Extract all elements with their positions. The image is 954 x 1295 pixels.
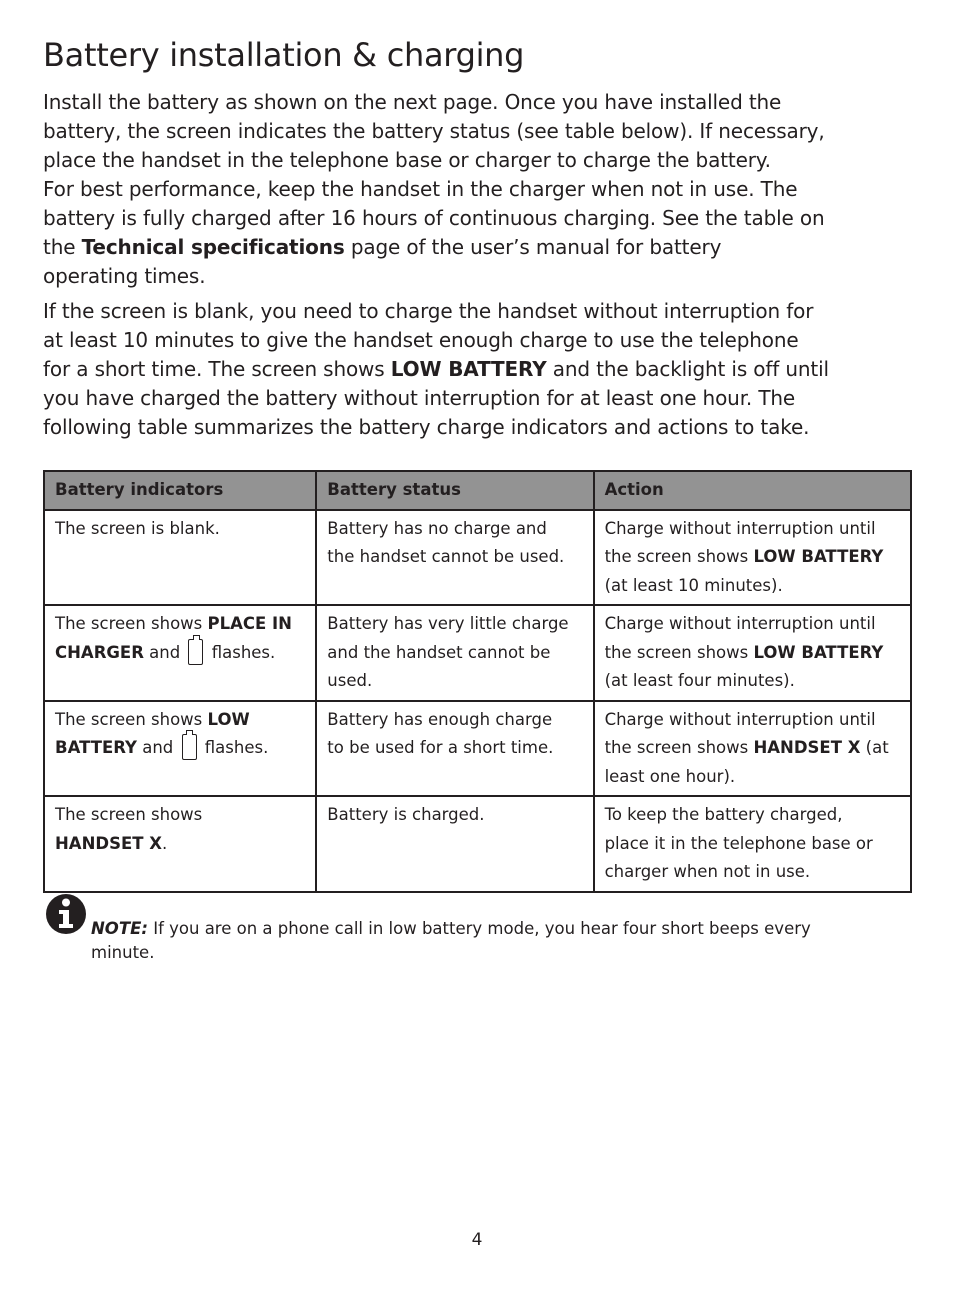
status-cell [316, 701, 593, 797]
cell-line: least one hour). [604, 766, 736, 786]
text-span: flashes. [206, 642, 276, 662]
cell-line: The screen shows [55, 805, 203, 824]
action-cell [594, 605, 911, 701]
cell-line: Battery has enough charge [327, 709, 553, 729]
indicator-cell [44, 701, 316, 797]
text-line [91, 917, 861, 941]
screen-message: CHARGER [55, 642, 144, 662]
note-paragraph [91, 917, 861, 965]
cell-line [55, 706, 305, 735]
text-line: battery is fully charged after 16 hours of continuous charging. See the table on [43, 206, 825, 230]
technical-specifications-reference: Technical specifications [81, 235, 345, 259]
info-icon [45, 893, 87, 935]
cell-line: used. [327, 671, 373, 690]
cell-line [55, 639, 305, 668]
indicator-cell [44, 796, 316, 892]
text-span: the [43, 235, 82, 259]
status-cell [316, 510, 593, 606]
blank-screen-paragraph [43, 297, 913, 442]
cell-line [55, 830, 305, 859]
text-span: . [161, 833, 168, 853]
status-cell [316, 605, 593, 701]
column-header-action: Action [594, 471, 911, 510]
screen-message: HANDSET X [55, 833, 162, 853]
page-number: 4 [471, 1230, 483, 1250]
cell-line [605, 543, 900, 572]
text-line: minute. [91, 943, 155, 962]
table-row [44, 510, 911, 606]
screen-message: BATTERY [55, 738, 137, 757]
cell-line: place it in the telephone base or [604, 833, 873, 853]
text-span: The screen shows [55, 614, 208, 633]
cell-line [605, 639, 900, 668]
low-battery-term: LOW BATTERY [390, 357, 547, 381]
text-line: battery, the screen indicates the battery status (see table below). If necessary, [43, 119, 825, 143]
action-cell [594, 796, 911, 892]
text-line: If the screen is blank, you need to charge the handset without interruption for [43, 299, 814, 323]
cell-line: To keep the battery charged, [604, 805, 843, 824]
cell-line: The screen is blank. [55, 518, 220, 538]
cell-line: and the handset cannot be [327, 642, 551, 662]
text-span: (at [860, 738, 889, 757]
screen-message: LOW BATTERY [753, 642, 884, 662]
screen-message: PLACE IN [207, 614, 292, 633]
text-span: and the backlight is off until [546, 357, 829, 381]
text-line: For best performance, keep the handset in the charger when not in use. The [43, 177, 798, 201]
column-header-status: Battery status [316, 471, 593, 510]
cell-line: Charge without interruption until [604, 518, 876, 538]
text-span: If you are on a phone call in low battery mode, you hear four short beeps every [147, 919, 811, 938]
cell-line: Charge without interruption until [604, 614, 876, 633]
cell-line: Battery has no charge and [327, 518, 547, 538]
table-row [44, 701, 911, 797]
cell-line [55, 734, 305, 763]
screen-message: HANDSET X [753, 738, 861, 757]
text-line: you have charged the battery without interruption for at least one hour. The [43, 386, 796, 410]
intro-paragraph [43, 88, 913, 291]
battery-icon [188, 639, 203, 665]
cell-line: Battery has very little charge [327, 614, 569, 633]
cell-line: (at least 10 minutes). [604, 575, 783, 595]
indicator-cell [44, 510, 316, 606]
text-span: the screen shows [604, 738, 754, 757]
note-label: NOTE: [91, 919, 148, 938]
action-cell [594, 510, 911, 606]
indicator-cell [44, 605, 316, 701]
cell-line [605, 734, 900, 763]
battery-icon [182, 734, 197, 760]
text-span: and [136, 738, 179, 757]
action-cell [594, 701, 911, 797]
text-line: at least 10 minutes to give the handset enough charge to use the telephone [43, 328, 799, 352]
text-span: the screen shows [604, 642, 754, 662]
column-header-indicators: Battery indicators [44, 471, 316, 510]
battery-indicators-table [43, 470, 912, 893]
text-line [43, 355, 913, 384]
text-line: following table summarizes the battery charge indicators and actions to take. [43, 415, 810, 439]
screen-message: LOW BATTERY [753, 547, 884, 566]
text-line [43, 233, 913, 262]
table-row [44, 605, 911, 701]
status-cell [316, 796, 593, 892]
table-header-row [44, 471, 911, 510]
text-line: place the handset in the telephone base or charger to charge the battery. [43, 148, 771, 172]
cell-line: (at least four minutes). [604, 671, 795, 690]
text-span: the screen shows [604, 547, 754, 566]
screen-message: LOW [207, 709, 250, 729]
page-title: Battery installation & charging [43, 36, 525, 74]
text-line: operating times. [43, 264, 206, 288]
text-span: for a short time. The screen shows [43, 357, 391, 381]
table-row [44, 796, 911, 892]
cell-line: Charge without interruption until [604, 709, 876, 729]
cell-line: the handset cannot be used. [327, 547, 565, 566]
text-span: page of the user’s manual for battery [344, 235, 722, 259]
text-span: flashes. [199, 738, 269, 757]
text-span: The screen shows [55, 709, 208, 729]
cell-line: Battery is charged. [327, 805, 485, 824]
cell-line [55, 610, 305, 639]
text-line: Install the battery as shown on the next page. Once you have installed the [43, 90, 782, 114]
cell-line: to be used for a short time. [327, 738, 554, 757]
cell-line: charger when not in use. [604, 862, 811, 881]
text-span: and [143, 642, 186, 662]
